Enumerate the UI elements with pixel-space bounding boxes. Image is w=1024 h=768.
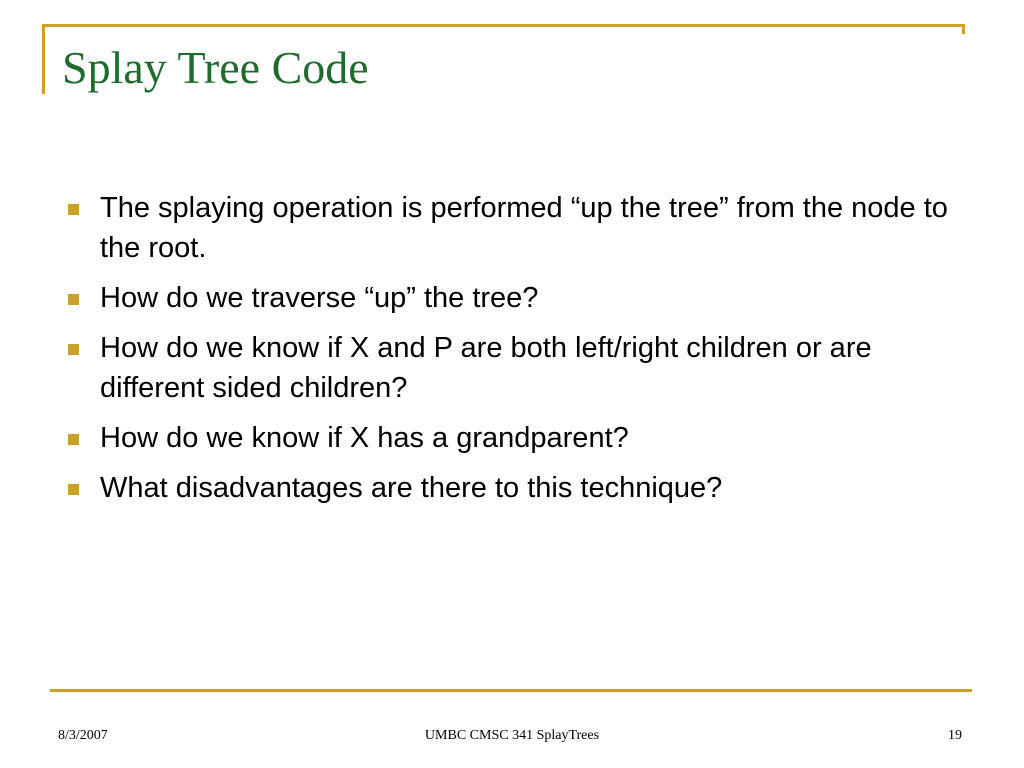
- bullet-list: [68, 188, 968, 518]
- bullet-text: How do we know if X has a grandparent?: [100, 422, 629, 454]
- frame-right-tick: [962, 24, 965, 34]
- square-bullet-icon: [68, 344, 79, 355]
- bullet-text: The splaying operation is performed “up the tree” from the node to the root.: [100, 192, 948, 264]
- square-bullet-icon: [68, 434, 79, 445]
- footer-rule: [50, 689, 972, 692]
- square-bullet-icon: [68, 294, 79, 305]
- bullet-item: [68, 188, 968, 268]
- footer-page-number: 19: [948, 728, 962, 743]
- square-bullet-icon: [68, 484, 79, 495]
- bullet-text: What disadvantages are there to this technique?: [100, 472, 723, 504]
- footer-date: 8/3/2007: [58, 728, 108, 743]
- bullet-item: [68, 418, 968, 458]
- bullet-item: [68, 278, 968, 318]
- frame-top-rule: [42, 24, 964, 27]
- bullet-item: [68, 328, 968, 408]
- slide-title: Splay Tree Code: [62, 42, 369, 93]
- footer-course-title: UMBC CMSC 341 SplayTrees: [424, 728, 600, 743]
- bullet-text: How do we know if X and P are both left/right children or are different sided children?: [100, 332, 872, 404]
- frame-left-rule: [42, 24, 45, 94]
- bullet-text: How do we traverse “up” the tree?: [100, 282, 539, 314]
- bullet-item: [68, 468, 968, 508]
- square-bullet-icon: [68, 204, 79, 215]
